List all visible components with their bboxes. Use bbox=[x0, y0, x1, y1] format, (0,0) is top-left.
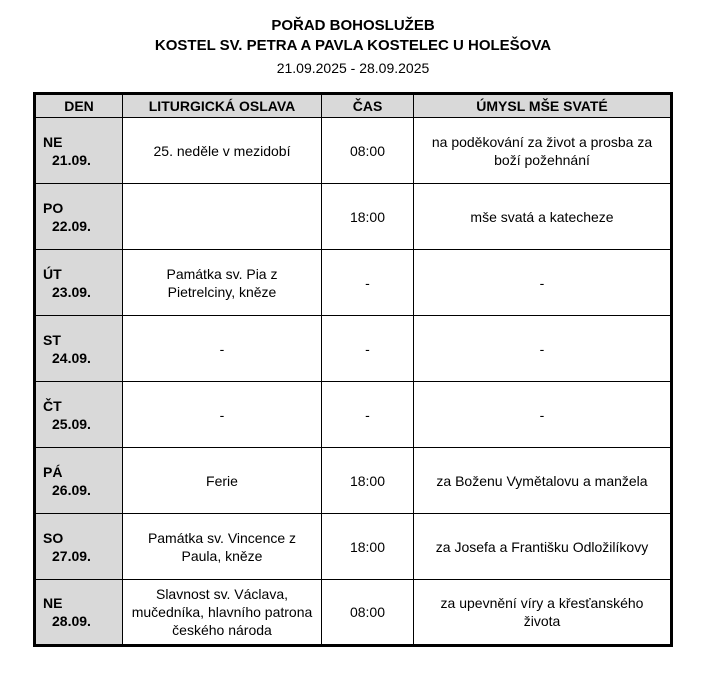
celebration-cell: - bbox=[123, 316, 322, 382]
day-date: 21.09. bbox=[52, 151, 91, 168]
intention-cell: mše svatá a katecheze bbox=[414, 184, 672, 250]
day-cell bbox=[35, 250, 123, 316]
day-date: 26.09. bbox=[52, 481, 91, 498]
celebration-cell: 25. neděle v mezidobí bbox=[123, 118, 322, 184]
intention-cell: - bbox=[414, 316, 672, 382]
column-header-1: LITURGICKÁ OSLAVA bbox=[123, 94, 322, 118]
intention-cell: za upevnění víry a křesťanského života bbox=[414, 580, 672, 646]
day-abbreviation: PÁ bbox=[43, 463, 63, 480]
page-title: POŘAD BOHOSLUŽEB bbox=[271, 17, 435, 34]
celebration-cell: Památka sv. Vincence z Paula, kněze bbox=[123, 514, 322, 580]
day-abbreviation: ČT bbox=[43, 397, 62, 414]
intention-cell: - bbox=[414, 250, 672, 316]
table-row bbox=[35, 514, 672, 580]
time-cell: 18:00 bbox=[322, 448, 414, 514]
church-name-subtitle: KOSTEL SV. PETRA A PAVLA KOSTELEC U HOLEŠOVA bbox=[154, 37, 552, 54]
time-cell: - bbox=[322, 316, 414, 382]
day-date: 25.09. bbox=[52, 415, 91, 432]
celebration-cell: Památka sv. Pia z Pietrelciny, kněze bbox=[123, 250, 322, 316]
day-abbreviation: ST bbox=[43, 331, 61, 348]
day-cell bbox=[35, 118, 123, 184]
day-abbreviation: SO bbox=[43, 529, 64, 546]
day-abbreviation: NE bbox=[43, 595, 63, 611]
day-date: 22.09. bbox=[52, 217, 91, 234]
column-header-3: ÚMYSL MŠE SVATÉ bbox=[414, 94, 672, 118]
celebration-cell: - bbox=[123, 382, 322, 448]
day-cell bbox=[35, 580, 123, 646]
day-abbreviation: PO bbox=[43, 199, 64, 216]
celebration-cell: Slavnost sv. Václava, mučedníka, hlavního patrona českého národa bbox=[123, 580, 322, 646]
table-row bbox=[35, 382, 672, 448]
day-cell bbox=[35, 448, 123, 514]
intention-cell: za Josefa a Františku Odložilíkovy bbox=[414, 514, 672, 580]
table-row bbox=[35, 448, 672, 514]
table-row bbox=[35, 316, 672, 382]
table-row bbox=[35, 580, 672, 646]
table-row bbox=[35, 250, 672, 316]
day-date: 23.09. bbox=[52, 283, 91, 300]
time-cell: 18:00 bbox=[322, 514, 414, 580]
table-row bbox=[35, 118, 672, 184]
celebration-cell bbox=[123, 184, 322, 250]
date-range: 21.09.2025 - 28.09.2025 bbox=[276, 60, 430, 76]
column-header-0: DEN bbox=[35, 94, 123, 118]
header-row bbox=[35, 94, 672, 118]
time-cell: 08:00 bbox=[322, 118, 414, 184]
celebration-cell: Ferie bbox=[123, 448, 322, 514]
table-row bbox=[35, 184, 672, 250]
schedule-table-header bbox=[35, 94, 672, 118]
day-date: 24.09. bbox=[52, 349, 91, 366]
intention-cell: - bbox=[414, 382, 672, 448]
time-cell: 08:00 bbox=[322, 580, 414, 646]
day-abbreviation: NE bbox=[43, 133, 63, 150]
time-cell: 18:00 bbox=[322, 184, 414, 250]
schedule-table bbox=[33, 92, 673, 647]
day-date: 27.09. bbox=[52, 547, 91, 564]
intention-cell: na poděkování za život a prosba za boží požehnání bbox=[414, 118, 672, 184]
day-cell bbox=[35, 184, 123, 250]
time-cell: - bbox=[322, 250, 414, 316]
day-cell bbox=[35, 316, 123, 382]
time-cell: - bbox=[322, 382, 414, 448]
day-abbreviation: ÚT bbox=[43, 265, 62, 282]
column-header-2: ČAS bbox=[322, 94, 414, 118]
day-cell bbox=[35, 382, 123, 448]
day-date: 28.09. bbox=[52, 613, 91, 629]
schedule-table-body bbox=[35, 118, 672, 646]
intention-cell: za Boženu Vymětalovu a manžela bbox=[414, 448, 672, 514]
day-cell bbox=[35, 514, 123, 580]
